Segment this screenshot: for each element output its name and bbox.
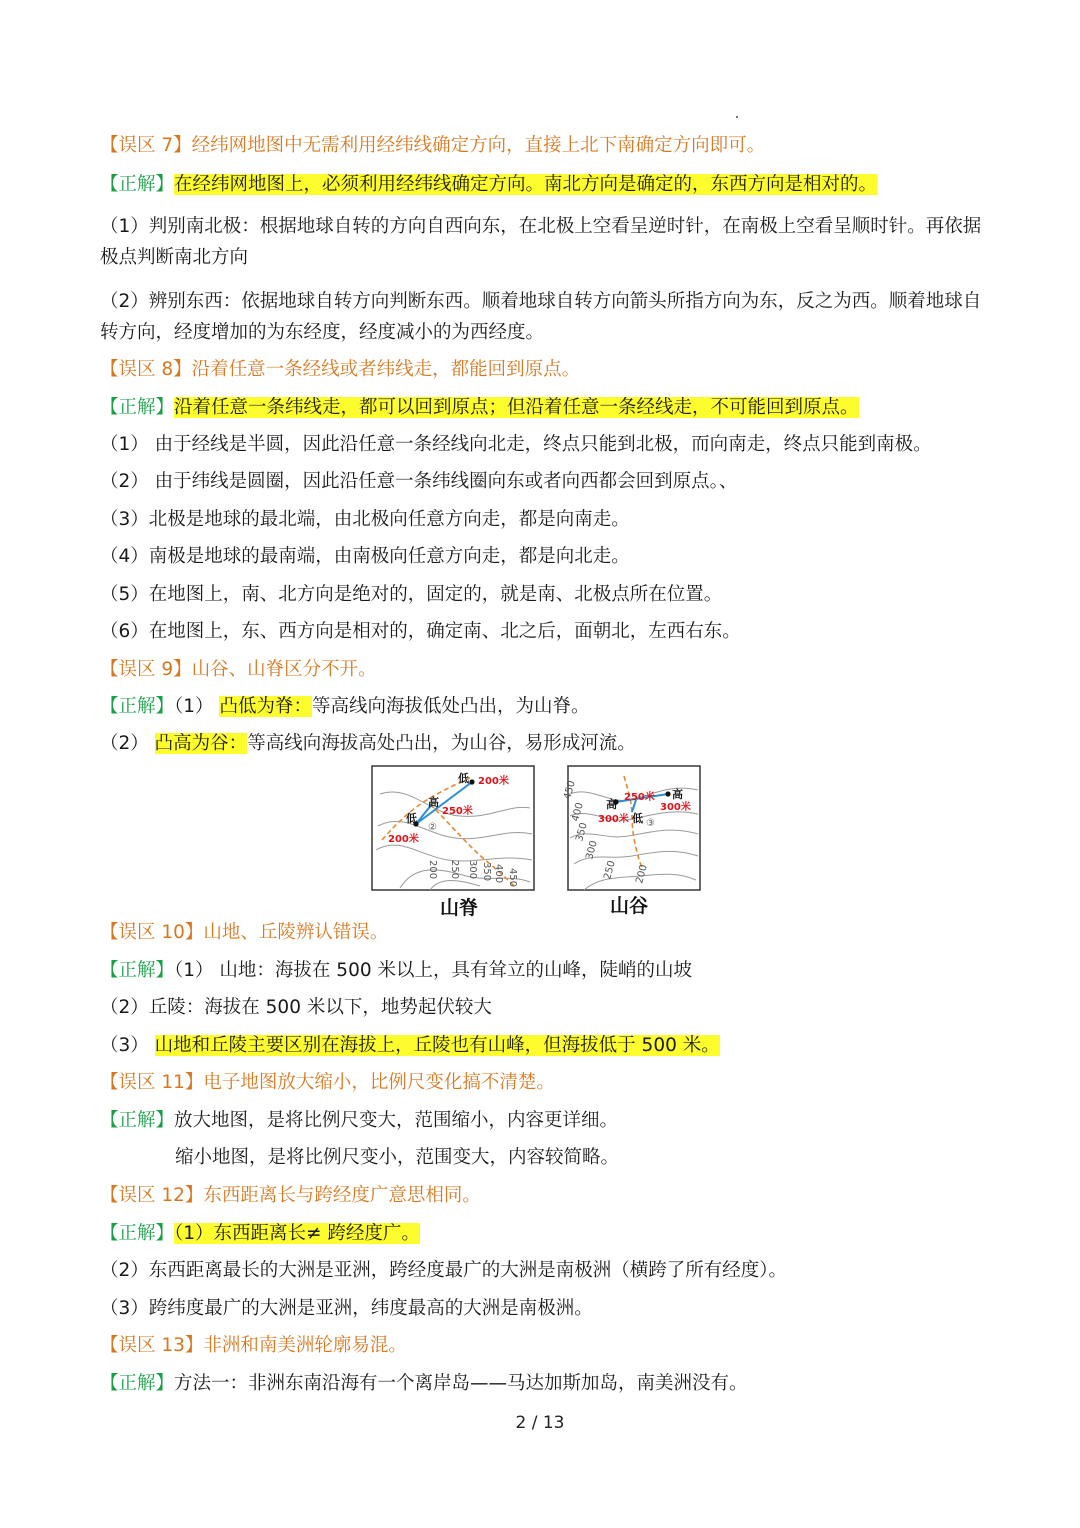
correction-highlight: （1）东西距离长≠ 跨经度广。 (174, 1223, 420, 1244)
contour-label: 200 (427, 860, 438, 880)
correction-tag: 【正解】 (100, 397, 175, 418)
item-text: 等高线向海拔高处凸出，为山谷，易形成河流。 (247, 733, 636, 754)
mistake-13-heading (100, 1331, 990, 1361)
caption-valley: 山谷 (610, 895, 649, 917)
item-number: （1） (174, 696, 214, 717)
mistake-tag: 【误区 11】 (100, 1072, 204, 1093)
contour-label: 300 (584, 839, 600, 861)
contour-label: 200 (634, 863, 650, 885)
correction-11 (100, 1106, 990, 1136)
label-300m: 300米 (660, 802, 691, 813)
page-number: 2 / 13 (515, 1413, 565, 1433)
contour-figure (370, 764, 702, 922)
label-250m: 250米 (624, 792, 655, 803)
mistake-text: 山谷、山脊区分不开。 (191, 659, 377, 680)
mistake-8-heading (100, 355, 990, 385)
mistake-tag: 【误区 8】 (100, 359, 192, 380)
list-item: （2） 由于纬线是圆圈，因此沿任意一条纬线圈向东或者向西都会回到原点。、 (100, 471, 738, 492)
mistake-text: 经纬网地图中无需利用经纬线确定方向，直接上北下南确定方向即可。 (191, 135, 766, 156)
list-item: 缩小地图，是将比例尺变小，范围变大，内容较简略。 (175, 1147, 620, 1168)
correction-tag: 【正解】 (100, 1373, 175, 1394)
caption-ridge: 山脊 (440, 897, 479, 919)
label-low: 低 (406, 812, 417, 825)
list-item: （1） 由于经线是半圆，因此沿任意一条经线向北走，终点只能到北极，而向南走，终点只能到南极。 (100, 434, 932, 455)
label-low: 低 (458, 772, 469, 785)
contour-label: 300 (467, 860, 478, 880)
list-item: （3）北极是地球的最北端，由北极向任意方向走，都是向南走。 (100, 509, 630, 530)
item-number: （2） (100, 733, 149, 754)
circle-3: ③ (646, 818, 655, 829)
contour-label: 250 (449, 860, 460, 880)
item-number: （3） (100, 1035, 149, 1056)
correction-8 (100, 393, 990, 423)
mistake-text: 非洲和南美洲轮廓易混。 (203, 1335, 407, 1356)
correction-12 (100, 1219, 990, 1249)
item-text: （1） 山地：海拔在 500 米以上，具有耸立的山峰，陡峭的山坡 (174, 960, 692, 981)
contour-label: 450 (507, 868, 518, 888)
correction-7 (100, 170, 990, 200)
correction-highlight: 在经纬网地图上，必须利用经纬线确定方向。南北方向是确定的，东西方向是相对的。 (174, 174, 878, 195)
list-item: （5）在地图上，南、北方向是绝对的，固定的，就是南、北极点所在位置。 (100, 584, 723, 605)
list-item: （4）南极是地球的最南端，由南极向任意方向走，都是向北走。 (100, 546, 630, 567)
correction-tag: 【正解】 (100, 1110, 175, 1131)
list-item: （2）东西距离最长的大洲是亚洲，跨经度最广的大洲是南极洲（横跨了所有经度）。 (100, 1260, 788, 1281)
correction-tag: 【正解】 (100, 174, 175, 195)
correction-highlight: 凸低为脊： (219, 696, 312, 717)
correction-tag: 【正解】 (100, 960, 175, 981)
contour-label: 350 (574, 821, 590, 843)
label-300m: 300米 (598, 814, 629, 825)
label-200m: 200米 (478, 776, 509, 787)
contour-label: 350 (481, 862, 492, 882)
paragraph-east-west: （2）辨别东西：依据地球自转方向判断东西。顺着地球自转方向箭头所指方向为东，反之为西。顺着地球自转方向，经度增加的为东经度，经度减小的为西经度。 (100, 291, 982, 343)
mistake-9-heading (100, 655, 990, 685)
correction-9 (100, 692, 990, 722)
mistake-12-heading (100, 1181, 990, 1211)
mistake-7-heading (100, 131, 990, 161)
correction-highlight: 沿着任意一条纬线走，都可以回到原点；但沿着任意一条经线走，不可能回到原点。 (174, 397, 859, 418)
label-200m: 200米 (388, 834, 419, 845)
correction-tag: 【正解】 (100, 1223, 175, 1244)
mistake-tag: 【误区 7】 (100, 135, 192, 156)
item-text: 方法一：非洲东南沿海有一个离岸岛——马达加斯加岛，南美洲没有。 (174, 1373, 748, 1394)
item-text: 放大地图，是将比例尺变大，范围缩小，内容更详细。 (174, 1110, 619, 1131)
correction-13 (100, 1369, 990, 1399)
correction-tag: 【正解】 (100, 696, 175, 717)
paragraph-poles: （1）判别南北极：根据地球自转的方向自西向东，在北极上空看呈逆时针，在南极上空看呈顺时针。再依据极点判断南北方向 (100, 216, 982, 268)
mistake-tag: 【误区 9】 (100, 659, 192, 680)
ridge-map (372, 766, 534, 919)
list-item: （2）丘陵：海拔在 500 米以下，地势起伏较大 (100, 997, 492, 1018)
mistake-text: 山地、丘陵辨认错误。 (203, 922, 389, 943)
label-high: 高 (428, 796, 439, 809)
correction-highlight: 山地和丘陵主要区别在海拔上，丘陵也有山峰，但海拔低于 500 米。 (154, 1035, 720, 1056)
list-item: （6）在地图上，东、西方向是相对的，确定南、北之后，面朝北，左西右东。 (100, 621, 741, 642)
mistake-tag: 【误区 12】 (100, 1185, 204, 1206)
contour-label: 400 (493, 864, 504, 884)
circle-2: ② (428, 822, 437, 833)
label-high: 高 (606, 798, 617, 811)
contour-label: 400 (570, 801, 586, 823)
mistake-11-heading (100, 1068, 990, 1098)
item-text: 等高线向海拔低处凸出，为山脊。 (311, 696, 590, 717)
correction-highlight: 凸高为谷： (154, 733, 248, 754)
list-item (100, 1031, 990, 1061)
contour-label: 250 (602, 859, 618, 881)
label-250m: 250米 (442, 806, 473, 817)
mistake-text: 东西距离长与跨经度广意思相同。 (203, 1185, 481, 1206)
mistake-tag: 【误区 10】 (100, 922, 204, 943)
label-high: 高 (672, 788, 683, 801)
valley-map (562, 766, 700, 917)
contour-label: 450 (562, 779, 578, 801)
label-low: 低 (632, 812, 643, 825)
scan-dot (736, 116, 738, 118)
list-item: （3）跨纬度最广的大洲是亚洲，纬度最高的大洲是南极洲。 (100, 1298, 593, 1319)
mistake-text: 沿着任意一条经线或者纬线走，都能回到原点。 (191, 359, 581, 380)
mistake-text: 电子地图放大缩小，比例尺变化搞不清楚。 (203, 1072, 555, 1093)
correction-10 (100, 956, 990, 986)
mistake-10-heading (100, 918, 990, 948)
mistake-tag: 【误区 13】 (100, 1335, 204, 1356)
list-item (100, 729, 990, 759)
